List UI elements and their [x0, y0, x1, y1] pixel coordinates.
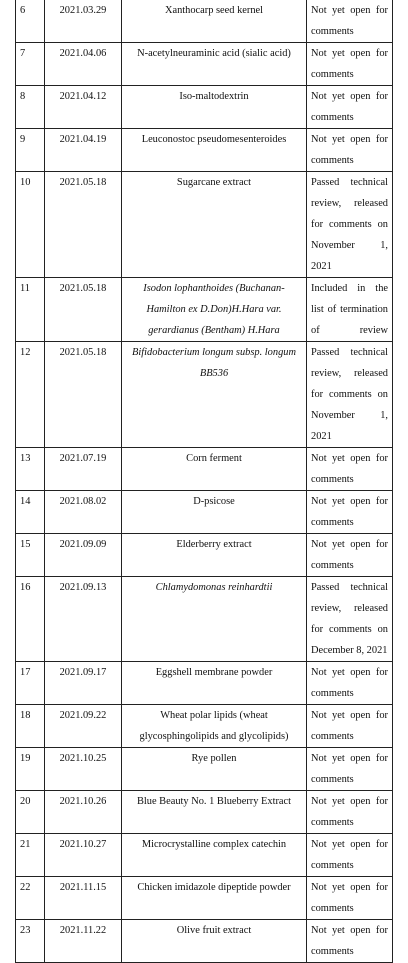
review-status: Not yet open for comments [307, 86, 393, 129]
ingredient-name: Rye pollen [122, 748, 307, 791]
ingredient-name: Elderberry extract [122, 534, 307, 577]
row-number: 15 [16, 534, 45, 577]
table-row [16, 705, 393, 748]
row-number: 19 [16, 748, 45, 791]
row-number: 18 [16, 705, 45, 748]
review-status: Not yet open for comments [307, 920, 393, 963]
application-date: 2021.05.18 [45, 172, 122, 278]
row-number: 13 [16, 448, 45, 491]
row-number: 7 [16, 43, 45, 86]
table-row [16, 791, 393, 834]
review-status: Not yet open for comments [307, 748, 393, 791]
application-date: 2021.04.19 [45, 129, 122, 172]
application-date: 2021.08.02 [45, 491, 122, 534]
ingredient-name: Olive fruit extract [122, 920, 307, 963]
review-status: Not yet open for comments [307, 791, 393, 834]
review-status: Not yet open for comments [307, 877, 393, 920]
table-row [16, 534, 393, 577]
ingredient-name: Iso-maltodextrin [122, 86, 307, 129]
row-number: 9 [16, 129, 45, 172]
review-status: Not yet open for comments [307, 43, 393, 86]
table-row [16, 877, 393, 920]
ingredient-name: Chicken imidazole dipeptide powder [122, 877, 307, 920]
ingredient-name: Wheat polar lipids (wheat glycosphingolipids and glycolipids) [122, 705, 307, 748]
table-row [16, 920, 393, 963]
application-date: 2021.07.19 [45, 448, 122, 491]
table-row [16, 278, 393, 342]
ingredient-name: Microcrystalline complex catechin [122, 834, 307, 877]
row-number: 6 [16, 0, 45, 43]
review-status: Not yet open for comments [307, 491, 393, 534]
row-number: 14 [16, 491, 45, 534]
application-date: 2021.09.22 [45, 705, 122, 748]
review-status: Not yet open for comments [307, 0, 393, 43]
row-number: 11 [16, 278, 45, 342]
table-row [16, 172, 393, 278]
ingredient-name: Eggshell membrane powder [122, 662, 307, 705]
table-row [16, 448, 393, 491]
review-status: Passed technical review, released for comments on December 8, 2021 [307, 577, 393, 662]
ingredient-name: D-psicose [122, 491, 307, 534]
review-status: Not yet open for comments [307, 129, 393, 172]
application-date: 2021.09.17 [45, 662, 122, 705]
review-status: Not yet open for comments [307, 534, 393, 577]
table-row [16, 834, 393, 877]
application-date: 2021.09.13 [45, 577, 122, 662]
row-number: 8 [16, 86, 45, 129]
table-row [16, 43, 393, 86]
review-status: Passed technical review, released for comments on November 1, 2021 [307, 172, 393, 278]
row-number: 20 [16, 791, 45, 834]
ingredient-name: Corn ferment [122, 448, 307, 491]
application-date: 2021.04.06 [45, 43, 122, 86]
application-date: 2021.03.29 [45, 0, 122, 43]
row-number: 17 [16, 662, 45, 705]
review-status: Not yet open for comments [307, 448, 393, 491]
ingredient-name: Isodon lophanthoides (Buchanan-Hamilton ex D.Don)H.Hara var. gerardianus (Bentham) H.Hara [122, 278, 307, 342]
table-row [16, 86, 393, 129]
table-row [16, 0, 393, 43]
review-status: Not yet open for comments [307, 705, 393, 748]
row-number: 16 [16, 577, 45, 662]
ingredient-name: Chlamydomonas reinhardtii [122, 577, 307, 662]
ingredient-name: Bifidobacterium longum subsp. longum BB536 [122, 342, 307, 448]
table-row [16, 748, 393, 791]
application-date: 2021.10.26 [45, 791, 122, 834]
review-status: Not yet open for comments [307, 662, 393, 705]
application-date: 2021.11.15 [45, 877, 122, 920]
application-date: 2021.04.12 [45, 86, 122, 129]
row-number: 22 [16, 877, 45, 920]
ingredient-name: Xanthocarp seed kernel [122, 0, 307, 43]
table-row [16, 662, 393, 705]
table-row [16, 342, 393, 448]
application-date: 2021.10.27 [45, 834, 122, 877]
ingredient-name: Sugarcane extract [122, 172, 307, 278]
ingredient-review-table [15, 0, 393, 963]
application-date: 2021.11.22 [45, 920, 122, 963]
row-number: 21 [16, 834, 45, 877]
review-status: Passed technical review, released for comments on November 1, 2021 [307, 342, 393, 448]
review-status: Included in the list of termination of review [307, 278, 393, 342]
row-number: 12 [16, 342, 45, 448]
table-row [16, 577, 393, 662]
application-date: 2021.05.18 [45, 342, 122, 448]
review-status: Not yet open for comments [307, 834, 393, 877]
table-row [16, 491, 393, 534]
row-number: 23 [16, 920, 45, 963]
ingredient-name: Leuconostoc pseudomesenteroides [122, 129, 307, 172]
row-number: 10 [16, 172, 45, 278]
application-date: 2021.05.18 [45, 278, 122, 342]
application-date: 2021.09.09 [45, 534, 122, 577]
table-row [16, 129, 393, 172]
application-date: 2021.10.25 [45, 748, 122, 791]
ingredient-name: N-acetylneuraminic acid (sialic acid) [122, 43, 307, 86]
ingredient-name: Blue Beauty No. 1 Blueberry Extract [122, 791, 307, 834]
